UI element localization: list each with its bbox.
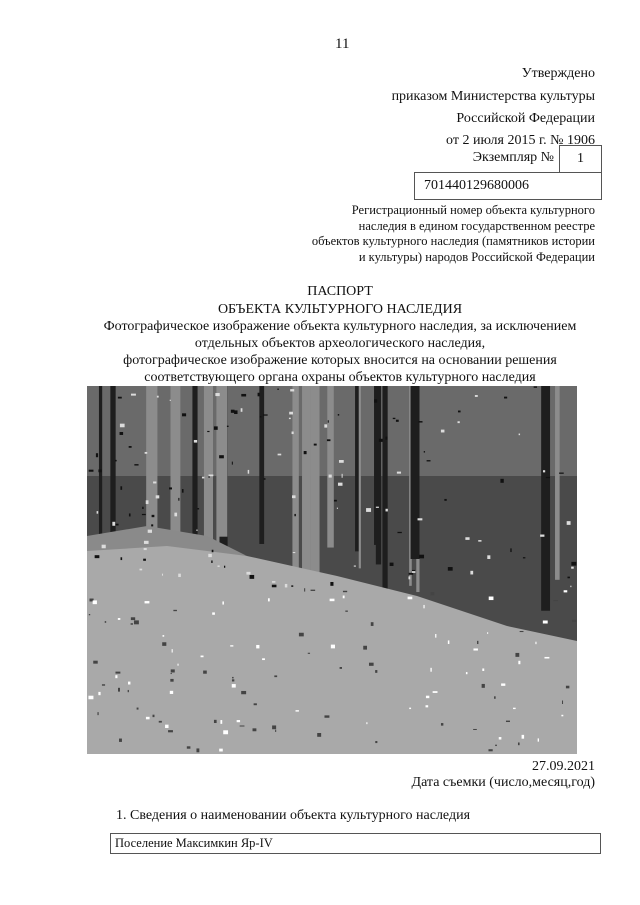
photo-speckle xyxy=(224,566,225,568)
photo-speckle xyxy=(366,508,371,512)
photo-speckle xyxy=(119,739,122,742)
photo-speckle xyxy=(510,548,511,552)
tree-trunk xyxy=(327,386,333,548)
photo-speckle xyxy=(145,452,148,454)
registration-caption: объектов культурного наследия (памятников истории xyxy=(311,234,595,248)
photo-speckle xyxy=(408,597,413,600)
photo-speckle xyxy=(513,708,516,709)
photo-speckle xyxy=(487,632,488,634)
photo-speckle xyxy=(396,420,399,422)
registration-caption: Регистрационный номер объекта культурного xyxy=(351,203,595,217)
photo-speckle xyxy=(523,557,525,558)
photo-speckle xyxy=(477,641,478,644)
document-title: ОБЪЕКТА КУЛЬТУРНОГО НАСЛЕДИЯ xyxy=(217,302,463,317)
photo-speckle xyxy=(546,477,550,478)
photo-speckle xyxy=(543,470,545,472)
photo-speckle xyxy=(331,645,335,649)
photo-speckle xyxy=(89,614,90,615)
photo-speckle xyxy=(144,541,149,544)
photo-speckle xyxy=(89,470,94,472)
photo-speckle xyxy=(232,462,233,465)
photo-speckle xyxy=(570,586,571,587)
photo-speckle xyxy=(151,524,153,526)
photo-speckle xyxy=(330,599,335,602)
photo-speckle xyxy=(248,470,249,474)
photo-speckle xyxy=(254,703,257,705)
photo-speckle xyxy=(250,575,255,579)
photo-speckle xyxy=(515,653,519,657)
photo-speckle xyxy=(448,640,450,644)
photo-speckle xyxy=(203,671,207,674)
photo-speckle xyxy=(275,730,276,732)
tree-trunk xyxy=(374,386,380,545)
photo-speckle xyxy=(202,477,204,479)
tree-trunk xyxy=(302,386,311,581)
photo-speckle xyxy=(240,726,245,727)
photo-speckle xyxy=(397,472,401,474)
photo-speckle xyxy=(274,675,277,677)
photo-speckle xyxy=(197,508,199,509)
photo-speckle xyxy=(272,725,276,729)
photo-speckle xyxy=(488,749,492,751)
photo-speckle xyxy=(214,426,218,429)
photo-date-caption: Дата съемки (число,месяц,год) xyxy=(411,775,595,790)
photo-speckle xyxy=(376,507,379,508)
photo-speckle xyxy=(232,684,236,688)
photo-speckle xyxy=(170,679,173,682)
photo-speckle xyxy=(231,410,235,413)
photo-speckle xyxy=(131,623,133,624)
photo-speckle xyxy=(173,610,177,611)
photo-speckle xyxy=(241,394,246,397)
photo-speckle xyxy=(519,434,520,436)
photo-speckle xyxy=(168,730,173,732)
photo-speckle xyxy=(518,661,520,664)
photo-speckle xyxy=(148,530,152,533)
photo-speckle xyxy=(409,573,414,575)
photo-speckle xyxy=(171,669,175,672)
photo-speckle xyxy=(256,645,259,648)
photo-speckle xyxy=(363,646,367,650)
photo-speckle xyxy=(495,745,497,746)
photo-speckle xyxy=(105,621,106,623)
photo-speckle xyxy=(219,749,223,752)
photo-speckle xyxy=(534,386,537,387)
photo-speckle xyxy=(182,489,184,493)
photo-speckle xyxy=(499,737,502,740)
photo-speckle xyxy=(142,514,146,515)
photo-speckle xyxy=(134,620,139,624)
photo-speckle xyxy=(458,411,461,413)
photo-speckle xyxy=(538,738,539,741)
document-subtitle: соответствующего органа охраны объектов культурного наследия xyxy=(144,370,536,385)
photo-speckle xyxy=(390,563,394,566)
photo-speckle xyxy=(145,601,150,603)
copy-label: Экземпляр № xyxy=(472,150,554,165)
photo-speckle xyxy=(278,454,282,456)
photo-speckle xyxy=(211,560,212,562)
photo-speckle xyxy=(129,513,131,516)
photo-speckle xyxy=(102,545,106,549)
photo-speckle xyxy=(501,683,505,685)
photo-speckle xyxy=(470,571,473,575)
photo-speckle xyxy=(153,715,155,717)
photo-speckle xyxy=(209,474,214,476)
photo-speckle xyxy=(134,464,138,465)
photo-speckle xyxy=(120,424,125,428)
photo-speckle xyxy=(423,605,424,608)
photo-speckle xyxy=(409,708,411,709)
photo-speckle xyxy=(152,515,155,517)
approval-line: Российской Федерации xyxy=(456,111,595,126)
photo-speckle xyxy=(196,748,199,752)
photo-speckle xyxy=(426,696,429,698)
photo-speckle xyxy=(343,591,347,592)
photo-speckle xyxy=(220,720,222,724)
photo-speckle xyxy=(328,420,329,422)
photo-speckle xyxy=(354,566,356,567)
photo-speckle xyxy=(475,395,478,397)
photo-speckle xyxy=(222,601,224,604)
tree-trunk xyxy=(218,386,228,537)
photo-speckle xyxy=(571,567,574,569)
photo-speckle xyxy=(272,581,275,583)
photo-speckle xyxy=(426,705,429,707)
photo-speckle xyxy=(299,633,304,637)
photo-speckle xyxy=(156,495,160,498)
photo-speckle xyxy=(131,617,135,620)
photo-speckle xyxy=(553,600,557,601)
photo-speckle xyxy=(227,426,229,427)
photo-speckle xyxy=(458,421,460,423)
photo-speckle xyxy=(162,642,166,646)
photo-speckle xyxy=(292,432,294,435)
photo-speckle xyxy=(118,618,120,620)
photo-speckle xyxy=(343,596,345,599)
photo-speckle xyxy=(290,389,294,391)
photo-speckle xyxy=(95,555,100,558)
photo-speckle xyxy=(207,431,209,432)
approval-line: от 2 июля 2015 г. № 1906 xyxy=(446,133,595,148)
photo-speckle xyxy=(170,691,173,694)
photo-speckle xyxy=(419,555,424,559)
photo-speckle xyxy=(241,408,243,412)
photo-speckle xyxy=(441,723,443,726)
photo-speckle xyxy=(291,585,293,586)
photo-speckle xyxy=(253,728,257,731)
tree-trunk xyxy=(411,386,420,559)
photo-speckle xyxy=(277,389,279,390)
photo-speckle xyxy=(232,677,234,678)
photo-speckle xyxy=(408,576,410,579)
photo-speckle xyxy=(177,664,178,666)
photo-speckle xyxy=(482,684,485,688)
photo-speckle xyxy=(473,648,477,650)
photo-speckle xyxy=(366,722,367,724)
photo-speckle xyxy=(102,684,105,685)
photo-speckle xyxy=(146,500,149,504)
photo-speckle xyxy=(142,507,143,509)
photo-speckle xyxy=(159,721,162,723)
photo-speckle xyxy=(504,397,507,399)
photo-speckle xyxy=(223,730,228,734)
photo-speckle xyxy=(435,634,436,638)
photo-speckle xyxy=(424,451,425,452)
photo-speckle xyxy=(292,495,296,498)
photo-speckle xyxy=(129,446,132,448)
tree-trunk xyxy=(555,386,560,580)
photo-speckle xyxy=(219,455,224,458)
document-subtitle: фотографическое изображение которых вносится на основании решения xyxy=(123,353,557,368)
photo-speckle xyxy=(241,691,246,694)
photo-speckle xyxy=(93,600,97,604)
photo-speckle xyxy=(137,708,139,710)
photo-speckle xyxy=(169,487,172,489)
approval-line: приказом Министерства культуры xyxy=(391,89,595,104)
photo-speckle xyxy=(379,439,383,442)
photo-speckle xyxy=(327,439,331,441)
photo-speckle xyxy=(215,393,219,396)
photo-speckle xyxy=(473,729,477,730)
photo-speckle xyxy=(237,720,240,722)
photo-speckle xyxy=(482,668,484,671)
photo-speckle xyxy=(448,567,453,571)
photo-speckle xyxy=(431,592,435,595)
photo-speckle xyxy=(120,486,122,490)
photo-speckle xyxy=(478,540,481,542)
photo-speckle xyxy=(214,720,217,723)
photo-speckle xyxy=(294,514,295,516)
object-name-field: Поселение Максимкин Яр-IV xyxy=(110,833,601,854)
registration-caption: наследия в едином государственном реестре xyxy=(358,218,595,233)
photo-speckle xyxy=(345,611,348,612)
photo-speckle xyxy=(163,635,165,637)
photo-speckle xyxy=(329,475,332,478)
photo-speckle xyxy=(172,649,173,652)
photo-speckle xyxy=(506,721,510,722)
photo-speckle xyxy=(566,686,569,689)
photo-speckle xyxy=(234,410,237,414)
photo-speckle xyxy=(369,663,374,666)
photo-speckle xyxy=(120,432,124,435)
photo-speckle xyxy=(153,481,156,483)
photo-speckle xyxy=(308,653,310,654)
photo-speckle xyxy=(201,656,204,658)
photo-speckle xyxy=(260,416,262,417)
photo-speckle xyxy=(96,453,98,457)
photo-speckle xyxy=(304,588,305,591)
photo-speckle xyxy=(212,550,214,552)
document-title: ПАСПОРТ xyxy=(307,284,373,299)
photo-speckle xyxy=(418,518,423,520)
photo-speckle xyxy=(337,508,338,509)
photo-speckle xyxy=(339,460,344,463)
photo-speckle xyxy=(178,574,181,577)
tree-trunk xyxy=(541,386,550,611)
photo-speckle xyxy=(572,620,576,622)
photo-speckle xyxy=(131,394,136,396)
photo-speckle xyxy=(311,590,316,591)
photo-speckle xyxy=(285,584,287,587)
photo-speckle xyxy=(174,513,177,517)
photo-speckle xyxy=(182,413,186,416)
photo-speckle xyxy=(263,414,268,415)
photo-speckle xyxy=(561,715,563,717)
photo-speckle xyxy=(146,717,150,719)
photo-speckle xyxy=(375,670,377,673)
photo-speckle xyxy=(567,577,569,579)
tree-trunk xyxy=(311,386,320,595)
photo-speckle xyxy=(338,414,339,416)
photo-speckle xyxy=(535,642,536,644)
document-subtitle: Фотографическое изображение объекта культурного наследия, за исключением xyxy=(103,319,577,334)
photo-speckle xyxy=(264,478,266,479)
photo-speckle xyxy=(489,597,494,601)
photo-speckle xyxy=(230,645,233,646)
tree-trunk xyxy=(359,386,361,568)
registration-number-box: 701440129680006 xyxy=(414,172,602,200)
photo-speckle xyxy=(212,612,215,614)
photo-speckle xyxy=(144,548,147,550)
photo-speckle xyxy=(334,500,337,502)
copy-number-box: 1 xyxy=(559,145,602,173)
photo-speckle xyxy=(293,552,296,553)
photo-speckle xyxy=(494,696,496,698)
photo-speckle xyxy=(342,474,343,478)
photo-speckle xyxy=(178,498,179,501)
photo-speckle xyxy=(268,598,270,601)
photo-speckle xyxy=(520,631,524,632)
photo-speckle xyxy=(97,712,98,715)
photo-speckle xyxy=(522,735,525,739)
photo-speckle xyxy=(116,524,119,526)
photo-speckle xyxy=(139,569,142,571)
photo-speckle xyxy=(314,444,317,446)
photo-speckle xyxy=(393,418,396,419)
photo-speckle xyxy=(118,397,122,399)
photo-speckle xyxy=(162,574,163,576)
page-number: 11 xyxy=(335,36,350,52)
photo-speckle xyxy=(487,555,490,559)
section-1-heading: 1. Сведения о наименовании объекта культурного наследия xyxy=(116,808,471,823)
photo-speckle xyxy=(118,688,120,692)
photo-speckle xyxy=(98,469,101,472)
photo-speckle xyxy=(194,440,197,443)
photo-speckle xyxy=(289,418,291,419)
photo-speckle xyxy=(433,691,438,693)
photo-speckle xyxy=(115,675,117,678)
photo-speckle xyxy=(187,746,191,748)
tree-trunk xyxy=(259,386,264,544)
photo-date: 27.09.2021 xyxy=(532,759,595,774)
photo-speckle xyxy=(564,590,568,592)
photo-speckle xyxy=(562,700,563,704)
photo-speckle xyxy=(466,672,468,674)
photo-speckle xyxy=(371,622,374,626)
photo-speckle xyxy=(430,668,431,672)
photo-speckle xyxy=(128,690,129,692)
photo-speckle xyxy=(518,742,520,745)
photo-speckle xyxy=(340,667,342,669)
photo-speckle xyxy=(218,565,220,566)
photo-speckle xyxy=(544,657,549,659)
photo-speckle xyxy=(304,451,307,454)
photo-speckle xyxy=(97,511,99,514)
photo-speckle xyxy=(385,437,387,440)
photo-speckle xyxy=(246,572,250,575)
photo-speckle xyxy=(115,460,117,462)
tree-trunk xyxy=(382,386,387,612)
photo-speckle xyxy=(559,473,564,474)
photo-speckle xyxy=(330,582,333,586)
photo-speckle xyxy=(374,399,377,402)
photo-speckle xyxy=(196,530,197,531)
photo-speckle xyxy=(375,741,377,743)
photo-speckle xyxy=(412,570,415,571)
photo-speckle xyxy=(93,661,97,664)
photo-speckle xyxy=(170,400,171,401)
photo-speckle xyxy=(540,535,544,537)
photo-speckle xyxy=(165,725,168,728)
photo-speckle xyxy=(317,733,321,737)
photo-speckle xyxy=(571,562,576,566)
site-photo xyxy=(87,386,577,754)
photo-speckle xyxy=(465,537,469,540)
photo-speckle xyxy=(543,620,548,623)
document-subtitle: отдельных объектов археологического наследия, xyxy=(194,336,486,351)
registration-caption: и культуры) народов Российской Федерации xyxy=(358,249,595,264)
photo-speckle xyxy=(567,521,571,525)
photo-speckle xyxy=(272,585,277,588)
photo-speckle xyxy=(324,424,327,427)
photo-speckle xyxy=(419,421,423,422)
photo-speckle xyxy=(397,532,401,533)
photo-speckle xyxy=(289,412,293,415)
photo-speckle xyxy=(441,430,445,433)
photo-speckle xyxy=(143,559,146,561)
photo-speckle xyxy=(88,696,93,700)
photo-speckle xyxy=(258,393,260,397)
photo-speckle xyxy=(427,460,431,461)
photo-speckle xyxy=(208,554,212,557)
photo-speckle xyxy=(157,396,159,398)
photo-speckle xyxy=(115,672,120,674)
photo-speckle xyxy=(171,673,172,674)
photo-speckle xyxy=(386,509,388,512)
photo-speckle xyxy=(98,692,100,695)
photo-speckle xyxy=(295,710,298,711)
photo-speckle xyxy=(444,499,446,501)
approval-line: Утверждено xyxy=(521,66,595,81)
photo-speckle xyxy=(121,557,123,560)
photo-speckle xyxy=(500,479,503,483)
photo-speckle xyxy=(324,715,329,717)
photo-speckle xyxy=(412,571,415,573)
photo-speckle xyxy=(128,682,130,685)
photo-speckle xyxy=(338,483,343,486)
photo-speckle xyxy=(232,679,234,681)
photo-speckle xyxy=(262,658,265,660)
photo-speckle xyxy=(112,522,115,526)
